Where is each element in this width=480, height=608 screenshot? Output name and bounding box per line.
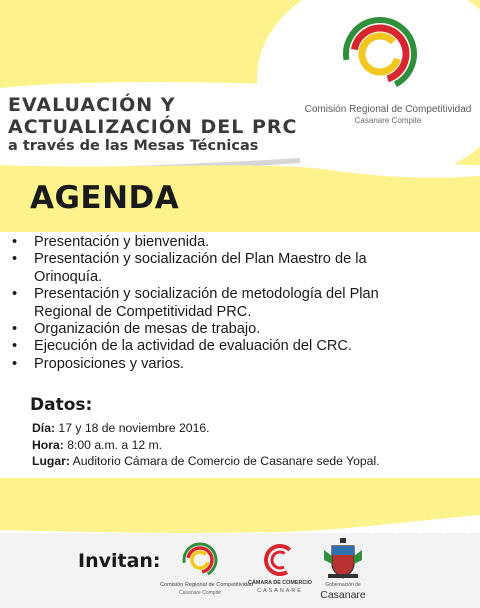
sponsor-gobernacion-name: Gobernación de bbox=[325, 582, 361, 588]
subtitle: a través de las Mesas Técnicas bbox=[8, 138, 259, 154]
bullet-icon: • bbox=[12, 355, 18, 372]
datos-hora bbox=[32, 437, 472, 454]
sponsor-camara bbox=[246, 538, 314, 604]
sponsor-gobernacion-sub: Casanare bbox=[320, 589, 366, 601]
agenda-item-text: Proposiciones y varios. bbox=[34, 355, 185, 372]
agenda-item bbox=[12, 321, 474, 338]
agenda-item bbox=[12, 338, 474, 355]
coat-of-arms-icon bbox=[316, 536, 370, 582]
sponsor-camara-name: CÁMARA DE COMERCIO bbox=[248, 580, 312, 586]
agenda-item bbox=[12, 251, 474, 286]
datos-lugar bbox=[32, 453, 472, 470]
agenda-title: AGENDA bbox=[30, 180, 180, 216]
agenda-item-text: Presentación y socialización del Plan Maestro de la bbox=[34, 251, 367, 268]
logo-org-name: Comisión Regional de Competitividad bbox=[304, 104, 472, 115]
sponsor-gobernacion bbox=[316, 536, 370, 606]
agenda-list bbox=[12, 234, 474, 373]
bullet-icon: • bbox=[12, 251, 18, 268]
datos-title: Datos: bbox=[30, 395, 93, 415]
agenda-item-text: Presentación y bienvenida. bbox=[34, 234, 210, 250]
agenda-item-text: Ejecución de la actividad de evaluación del CRC. bbox=[34, 338, 353, 355]
sponsor-camara-sub: CASANARE bbox=[257, 588, 303, 594]
camara-logo-icon bbox=[246, 538, 314, 578]
datos-dia bbox=[32, 420, 472, 437]
agenda-item-text-cont: Regional de Competitividad PRC. bbox=[34, 303, 252, 320]
agenda-item-text-cont: Orinoquía. bbox=[34, 268, 103, 285]
agenda-item-text: Organización de mesas de trabajo. bbox=[34, 321, 261, 338]
agenda-item-text: Presentación y socialización de metodología del Plan bbox=[34, 286, 379, 303]
crc-small-logo-icon bbox=[160, 538, 240, 578]
bullet-icon: • bbox=[12, 338, 18, 355]
footer-band bbox=[0, 533, 480, 608]
bullet-icon: • bbox=[12, 234, 18, 250]
title-line-1: EVALUACIÓN Y bbox=[8, 94, 176, 116]
invitan-label: Invitan: bbox=[78, 550, 161, 572]
lugar-value: Auditorio Cámara de Comercio de Casanare sede Yopal. bbox=[69, 454, 380, 468]
agenda-item bbox=[12, 356, 474, 373]
header-logo bbox=[300, 8, 476, 128]
title-line-2: ACTUALIZACIÓN DEL PRC bbox=[8, 116, 298, 138]
hora-value: 8:00 a.m. a 12 m. bbox=[63, 437, 163, 452]
bullet-icon: • bbox=[12, 286, 18, 303]
agenda-item bbox=[12, 286, 474, 321]
crc-logo-icon bbox=[300, 8, 476, 104]
dia-label: Día: bbox=[32, 421, 56, 435]
hora-label: Hora: bbox=[32, 437, 64, 452]
dia-value: 17 y 18 de noviembre 2016. bbox=[55, 421, 210, 435]
sponsor-crc bbox=[160, 538, 254, 604]
lugar-label: Lugar: bbox=[32, 454, 70, 468]
sponsor-crc-sub: Casanare Compite bbox=[179, 590, 221, 596]
title-block bbox=[8, 94, 308, 154]
datos-block bbox=[32, 420, 472, 470]
agenda-item bbox=[12, 234, 474, 251]
logo-org-sub: Casanare Compite bbox=[354, 116, 422, 125]
bullet-icon: • bbox=[12, 321, 18, 338]
sponsor-crc-name: Comisión Regional de Competitividad bbox=[160, 582, 254, 588]
